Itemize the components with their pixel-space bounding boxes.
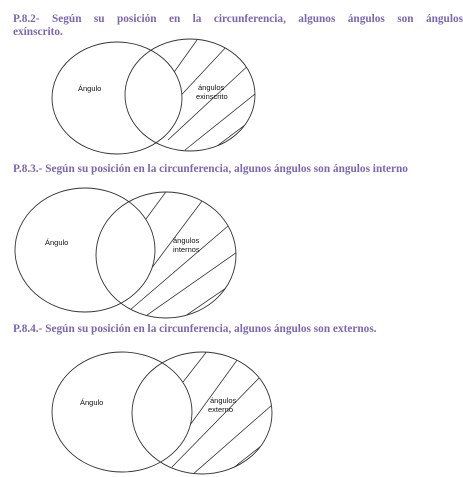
circle-left: [52, 352, 192, 472]
hatch-region: [130, 189, 245, 323]
label-right-2: internos: [173, 245, 200, 254]
venn-diagram-internos: [0, 175, 463, 320]
venn-diagram-exinscrito: [0, 0, 463, 160]
circle-left: [52, 42, 182, 154]
venn-diagram-externo: [0, 340, 463, 477]
section-heading-p84: P.8.4.- Según su posición en la circunferencia, algunos ángulos son externos.: [13, 323, 377, 335]
label-angulo: Ángulo: [78, 84, 102, 93]
section-heading-p83: P.8.3.- Según su posición en la circunferencia, algunos ángulos son ángulos interno: [13, 163, 408, 175]
label-right-2: exinscrito: [196, 92, 228, 101]
label-right-1: ángulos: [198, 83, 225, 92]
circle-right: [132, 352, 272, 474]
heading-line-1: P.8.2- Según su posición en la circunferencia, algunos ángulos son ángulos: [13, 13, 463, 25]
label-angulo: Ángulo: [80, 398, 104, 407]
circle-right: [96, 192, 236, 318]
label-right-1: ángulos: [173, 236, 200, 245]
circle-left: [15, 188, 155, 312]
label-right-2: externo: [208, 405, 234, 414]
circle-right: [125, 39, 255, 151]
label-angulo: Ángulo: [45, 238, 69, 247]
label-right-1: ángulos: [210, 396, 237, 405]
heading-line-2: exínscrito.: [13, 26, 63, 38]
